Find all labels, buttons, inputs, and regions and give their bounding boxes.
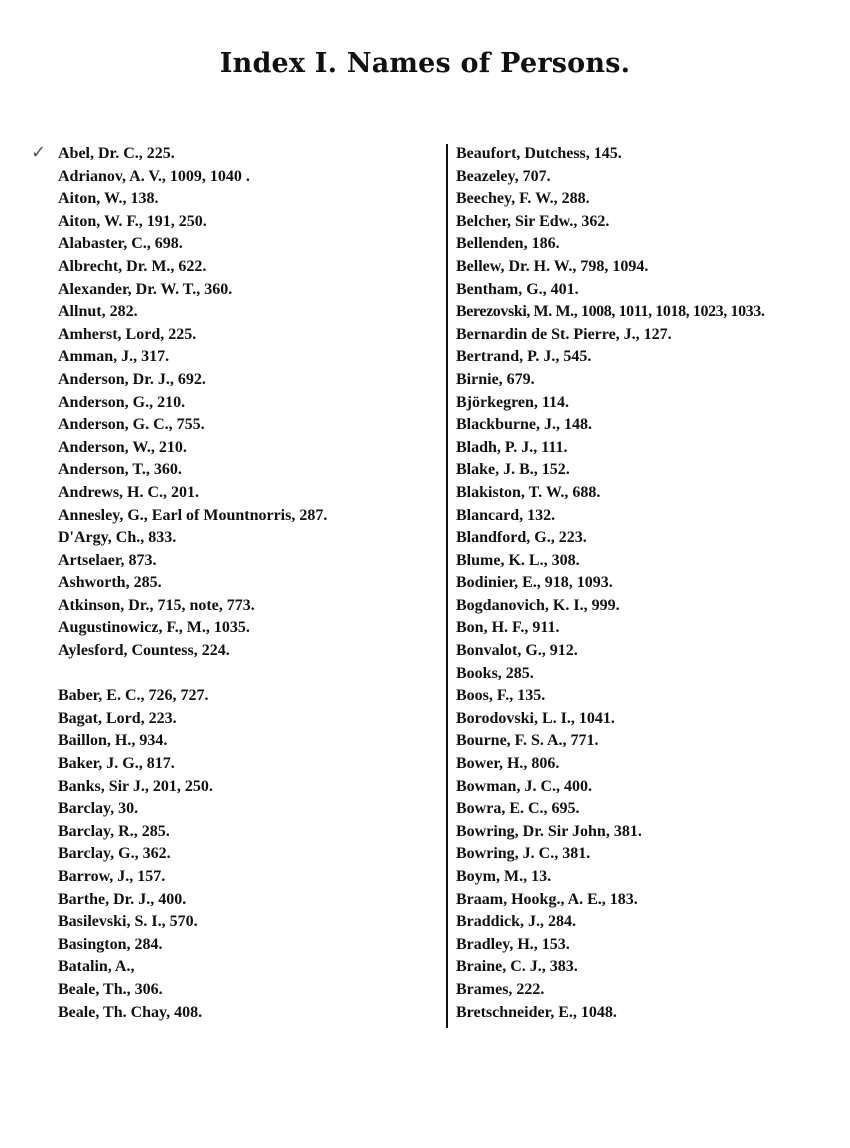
index-entry: Bagat, Lord, 223. <box>58 709 177 727</box>
index-entry: Annesley, G., Earl of Mountnorris, 287. <box>58 506 328 524</box>
index-entry: Bretschneider, E., 1048. <box>456 1003 617 1021</box>
index-entry: Basilevski, S. I., 570. <box>58 913 198 931</box>
index-entry: Berezovski, M. M., 1008, 1011, 1018, 1023, 1033. <box>456 303 765 321</box>
index-entry: Books, 285. <box>456 664 534 682</box>
index-entry: Aylesford, Countess, 224. <box>58 642 230 660</box>
index-entry: Braddick, J., 284. <box>456 913 577 931</box>
index-entry: Bowring, Dr. Sir John, 381. <box>456 822 642 840</box>
index-entry: Braam, Hookg., A. E., 183. <box>456 890 638 908</box>
index-entry: Boym, M., 13. <box>456 868 552 885</box>
index-entry: Aiton, W., 138. <box>58 190 159 208</box>
index-entry: Basington, 284. <box>58 935 163 953</box>
index-entry: Blancard, 132. <box>456 506 556 524</box>
index-entry: Bowra, E. C., 695. <box>456 800 580 818</box>
index-entry: Artselaer, 873. <box>58 551 157 569</box>
index-entry: Blakiston, T. W., 688. <box>456 483 601 501</box>
index-entry: Albrecht, Dr. M., 622. <box>58 257 207 275</box>
index-entry: Beale, Th., 306. <box>58 980 163 998</box>
index-entry: Alexander, Dr. W. T., 360. <box>58 280 233 298</box>
page-title: Index I. Names of Persons. <box>219 48 631 79</box>
index-entry: Anderson, W., 210. <box>58 438 187 456</box>
index-entry: Banks, Sir J., 201, 250. <box>58 777 213 795</box>
index-entry: Blandford, G., 223. <box>456 529 587 547</box>
index-entry: Amman, J., 317. <box>58 348 170 366</box>
index-entry: Bourne, F. S. A., 771. <box>456 732 599 750</box>
index-entry: Anderson, Dr. J., 692. <box>58 370 206 388</box>
index-entry: Borodovski, L. I., 1041. <box>456 709 615 727</box>
index-entry: Adrianov, A. V., 1009, 1040 . <box>58 167 250 185</box>
index-entry: Blake, J. B., 152. <box>456 461 570 479</box>
index-entry: Barthe, Dr. J., 400. <box>58 890 187 908</box>
margin-check-mark: ✓ <box>31 142 47 163</box>
index-entry: Blume, K. L., 308. <box>456 551 580 569</box>
index-entry: Braine, C. J., 383. <box>456 958 578 976</box>
index-entry: Barrow, J., 157. <box>58 868 166 885</box>
index-entry: Abel, Dr. C., 225. <box>58 145 175 162</box>
index-entry: Alabaster, C., 698. <box>58 235 183 253</box>
index-entry: Baker, J. G., 817. <box>58 755 175 773</box>
index-entry: Boos, F., 135. <box>456 687 546 705</box>
index-entry: Bellenden, 186. <box>456 235 560 253</box>
index-entry: Barclay, R., 285. <box>58 822 170 840</box>
index-entry: Birnie, 679. <box>456 370 535 388</box>
index-entry: Bernardin de St. Pierre, J., 127. <box>456 325 672 343</box>
index-entry: Batalin, A., <box>58 958 135 976</box>
index-entry: Belcher, Sir Edw., 362. <box>456 212 610 230</box>
index-entry: Beazeley, 707. <box>456 167 551 185</box>
index-entry: Bowman, J. C., 400. <box>456 777 593 795</box>
index-entry: Bellew, Dr. H. W., 798, 1094. <box>456 257 649 275</box>
index-entry: Allnut, 282. <box>58 303 138 321</box>
index-entry: Bentham, G., 401. <box>456 280 579 298</box>
index-entry: Atkinson, Dr., 715, note, 773. <box>58 596 255 614</box>
index-entry: Björkegren, 114. <box>456 393 570 411</box>
index-column-left <box>58 143 438 1024</box>
index-entry: Brames, 222. <box>456 980 545 998</box>
index-entry: Beale, Th. Chay, 408. <box>58 1003 203 1021</box>
index-entry: D'Argy, Ch., 833. <box>58 529 177 547</box>
index-entry: Aiton, W. F., 191, 250. <box>58 212 207 230</box>
index-column-right <box>456 143 841 1024</box>
index-entry: Amherst, Lord, 225. <box>58 325 197 343</box>
index-entry: Anderson, T., 360. <box>58 461 182 479</box>
index-entry: Bowring, J. C., 381. <box>456 845 591 863</box>
column-divider <box>446 144 448 1028</box>
index-entry: Baber, E. C., 726, 727. <box>58 687 209 705</box>
index-entry: Ashworth, 285. <box>58 574 162 592</box>
index-entry: Bladh, P. J., 111. <box>456 438 568 456</box>
index-entry: Bertrand, P. J., 545. <box>456 348 592 366</box>
index-entry: Andrews, H. C., 201. <box>58 483 200 501</box>
index-entry: Augustinowicz, F., M., 1035. <box>58 619 250 637</box>
index-entry: Bogdanovich, K. I., 999. <box>456 596 620 614</box>
index-entry: Beechey, F. W., 288. <box>456 190 590 208</box>
index-entry: Bodinier, E., 918, 1093. <box>456 574 613 592</box>
index-entry: Anderson, G., 210. <box>58 393 186 411</box>
index-entry: Bon, H. F., 911. <box>456 619 560 637</box>
section-spacer <box>58 663 438 686</box>
index-entry: Barclay, G., 362. <box>58 845 171 863</box>
index-entry: Bradley, H., 153. <box>456 935 570 953</box>
index-entry: Anderson, G. C., 755. <box>58 416 205 434</box>
index-entry: Blackburne, J., 148. <box>456 416 593 434</box>
index-entry: Bower, H., 806. <box>456 755 560 773</box>
index-entry: Bonvalot, G., 912. <box>456 642 578 660</box>
index-entry: Beaufort, Dutchess, 145. <box>456 145 622 162</box>
index-entry: Barclay, 30. <box>58 800 139 818</box>
index-entry: Baillon, H., 934. <box>58 732 168 750</box>
